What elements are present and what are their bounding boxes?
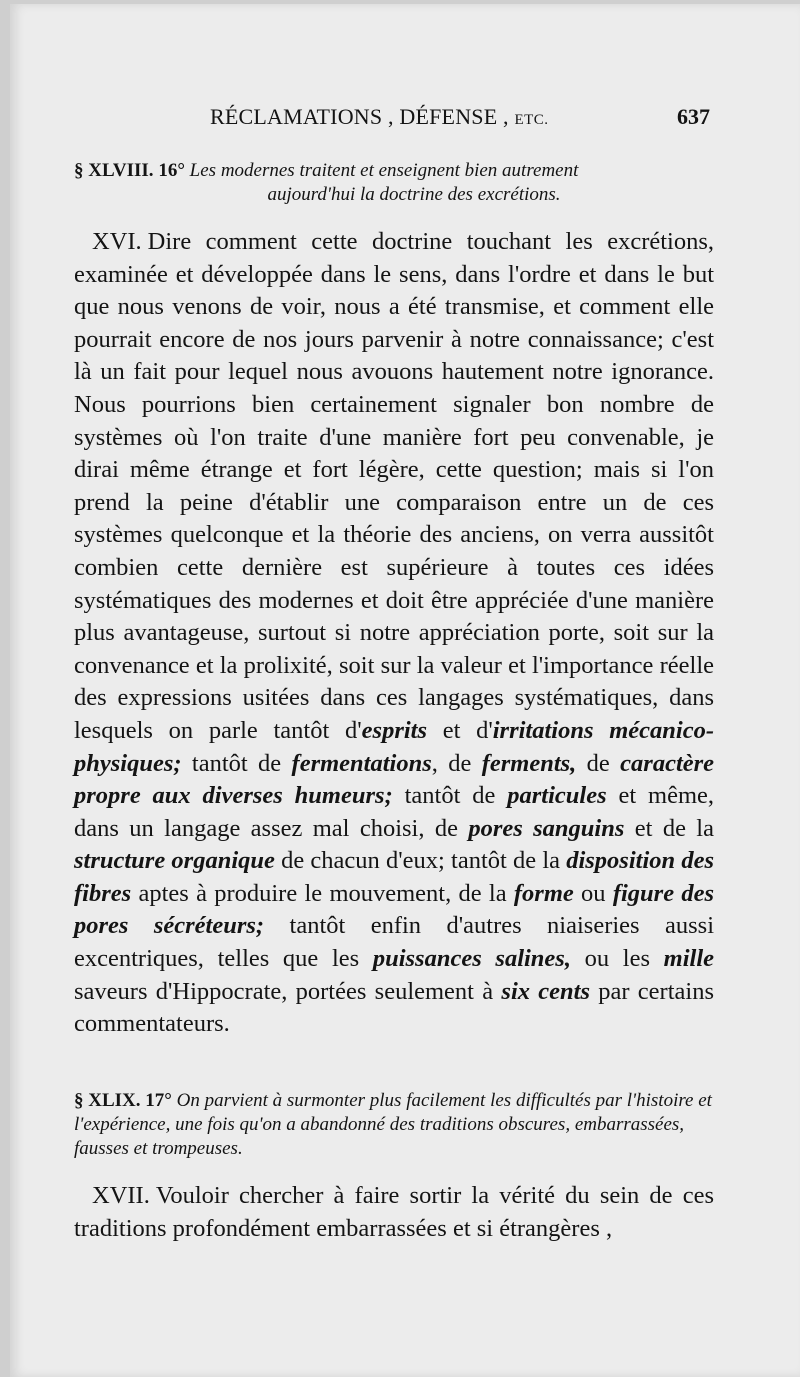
para-italic: structure organique — [74, 847, 275, 875]
section-number: § XLIX. — [74, 1090, 141, 1111]
page-number: 637 — [677, 104, 710, 129]
section-number: § XLVIII. — [74, 160, 154, 181]
heading-item-number: 16° — [158, 160, 185, 181]
para-text: saveurs d'Hippocrate, portées seulement à — [74, 977, 502, 1005]
para-italic: particules — [507, 782, 607, 810]
para-italic: fermentations — [291, 749, 432, 777]
heading-text-line1: Les modernes traitent et enseignent bien autrement — [189, 160, 579, 181]
para-italic: puissances salines, — [372, 945, 571, 973]
para-text: de — [576, 749, 621, 777]
para-text: et d' — [427, 716, 493, 744]
section-heading-49 — [74, 1089, 714, 1161]
paragraph-xvii — [74, 1180, 714, 1245]
book-page — [10, 4, 800, 1377]
paragraph-number: XVI. — [92, 228, 142, 255]
para-text: aptes à produire le mouvement, de la — [131, 879, 514, 907]
section-heading-48 — [74, 159, 714, 207]
paragraph-number: XVII. — [92, 1182, 150, 1209]
para-text: tantôt enfin d'autres niaiseries aussi excentriques, telles que les — [74, 912, 714, 973]
running-title-text: RÉCLAMATIONS , DÉFENSE , — [210, 104, 515, 129]
heading-item-number: 17° — [145, 1090, 172, 1111]
heading-text-line2: aujourd'hui la doctrine des excrétions. — [267, 184, 561, 205]
para-text: , de — [431, 749, 482, 777]
para-italic: esprits — [361, 716, 427, 744]
para-text: ou les — [570, 945, 664, 973]
running-title — [210, 104, 549, 130]
para-italic: six cents — [501, 977, 590, 1005]
para-text: tantôt de — [392, 782, 508, 810]
para-text: ou — [573, 879, 613, 907]
para-italic: caractère propre aux diverses humeurs; — [74, 749, 715, 810]
para-italic: disposition des fibres — [74, 847, 714, 907]
page-header — [210, 104, 710, 144]
para-text: et de la — [624, 814, 714, 842]
para-italic: irritations mécanico-physiques; — [74, 716, 714, 777]
para-italic: mille — [663, 945, 715, 973]
running-title-etc: ETC. — [514, 112, 549, 128]
para-text: Dire comment cette doctrine touchant les excrétions, examinée et développée dans le sens, dans l'ordre et dans le but que nous venons de voir, nous a été transmise, et comment elle pourrait encore de nos jours parvenir à notre connaissance; c'est là un fait pour lequel nous avouons hautement notre ignorance. Nous pourrions bien certainement signaler bon nombre de systèmes où l'on traite d'une manière fort peu convenable, je dirai même étrange et fort légère, cette question; mais si l'on prend la peine d'établir une comparaison entre un de ces systèmes quelconque et la théorie des anciens, on verra aussitôt combien cette dernière est supérieure à toutes ces idées systématiques des modernes et doit être appréciée d'une manière plus avantageuse, surtout si notre appréciation porte, soit sur la convenance et la prolixité, soit sur la valeur et l'importance réelle des expressions usitées dans ces langages systématiques, dans lesquels on parle tantôt d' — [74, 228, 714, 744]
paragraph-xvi — [74, 226, 714, 1041]
heading-text: On parvient à surmonter plus facilement les difficultés par l'histoire et l'expérience, une fois qu'on a abandonné des traditions obscures, embarrassées, fausses et trompeuses. — [74, 1090, 712, 1159]
para-text: et même, dans un langage assez mal choisi, de — [74, 782, 715, 842]
para-text: par certains commentateurs. — [74, 977, 714, 1038]
para-text: Vouloir chercher à faire sortir la vérité du sein de ces traditions profondément embarrassées et si étrangères , — [74, 1182, 714, 1242]
para-text: tantôt de — [181, 749, 292, 777]
para-italic: forme — [513, 879, 574, 907]
para-italic: figure des pores sécréteurs; — [74, 879, 714, 940]
para-italic: ferments, — [481, 749, 577, 777]
para-text: de chacun d'eux; tantôt de la — [274, 847, 567, 875]
para-italic: pores sanguins — [468, 814, 625, 842]
